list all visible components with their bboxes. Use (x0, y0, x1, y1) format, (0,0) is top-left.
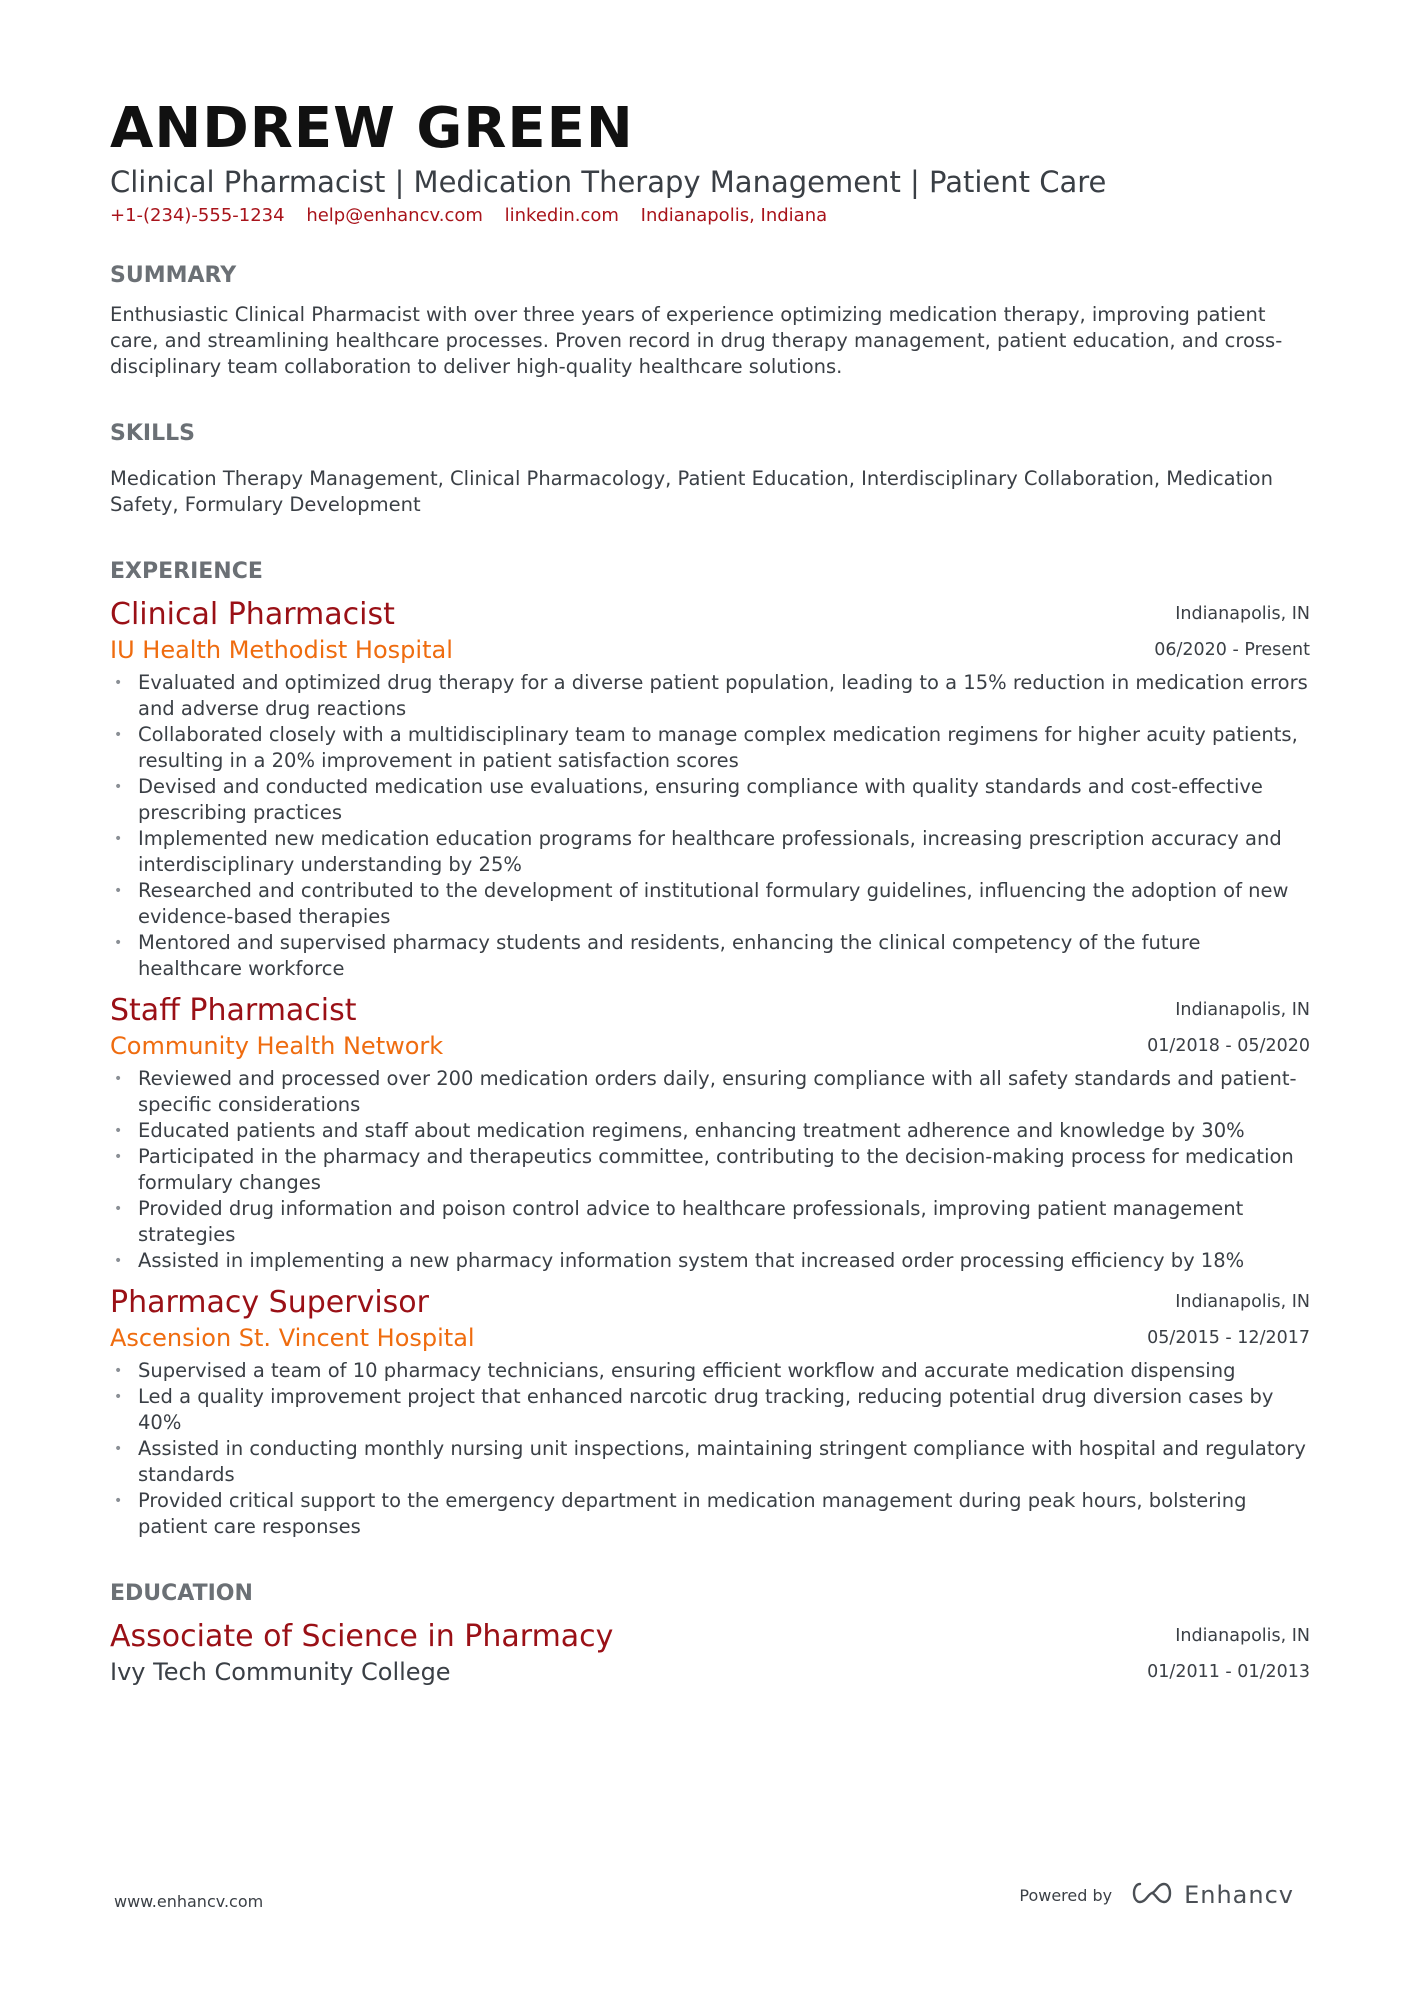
job-dates: 05/2015 - 12/2017 (1147, 1328, 1310, 1348)
job-dates: 06/2020 - Present (1154, 640, 1310, 660)
summary-text: Enthusiastic Clinical Pharmacist with over three years of experience optimizing medication therapy, improving patient care, and streamlining healthcare processes. Proven record in drug therapy management, patient education, and cross-disciplinary team collaboration to deliver high-quality healthcare solutions. (110, 303, 1283, 378)
job-title: Pharmacy Supervisor (110, 1285, 429, 1320)
degree-title: Associate of Science in Pharmacy (110, 1619, 614, 1654)
contact-info (110, 204, 1310, 228)
bullet-item: • Provided drug information and poison control advice to healthcare professionals, improving patient management strategies (110, 1196, 1310, 1248)
job-title: Clinical Pharmacist (110, 597, 395, 632)
powered-by (1019, 1880, 1294, 1910)
candidate-headline: Clinical Pharmacist | Medication Therapy Management | Patient Care (110, 165, 1107, 199)
education-entry (110, 1618, 1310, 1688)
brand-name: Enhancv (1184, 1881, 1294, 1909)
job-dates: 01/2018 - 05/2020 (1147, 1036, 1310, 1056)
resume-page (110, 96, 1310, 1688)
page-footer (114, 1880, 1294, 1920)
candidate-name: ANDREW GREEN (110, 96, 634, 161)
location-text: Indianapolis, Indiana (640, 205, 828, 226)
phone-link[interactable]: +1-(234)-555-1234 (110, 205, 285, 226)
skills-text: Medication Therapy Management, Clinical Pharmacology, Patient Education, Interdisciplinary Collaboration, Medication Safety, Formulary Development (110, 467, 1273, 516)
job-company: Community Health Network (110, 1032, 444, 1060)
bullet-item: • Participated in the pharmacy and therapeutics committee, contributing to the decision-making process for medication formulary changes (110, 1144, 1310, 1196)
bullet-item: • Supervised a team of 10 pharmacy technicians, ensuring efficient workflow and accurate medication dispensing (110, 1358, 1310, 1384)
bullet-item: • Researched and contributed to the development of institutional formulary guidelines, influencing the adoption of new evidence-based therapies (110, 878, 1310, 930)
job-bullets (110, 670, 1310, 982)
bullet-item: • Mentored and supervised pharmacy students and residents, enhancing the clinical competency of the future healthcare workforce (110, 930, 1310, 982)
bullet-item: • Evaluated and optimized drug therapy for a diverse patient population, leading to a 15% reduction in medication errors and adverse drug reactions (110, 670, 1310, 722)
resume-header (110, 96, 1310, 228)
job-company: IU Health Methodist Hospital (110, 636, 453, 664)
education-title: EDUCATION (110, 1581, 253, 1606)
bullet-item: • Assisted in conducting monthly nursing unit inspections, maintaining stringent compliance with hospital and regulatory standards (110, 1436, 1310, 1488)
education-section (110, 1580, 1310, 1688)
bullet-item: • Collaborated closely with a multidisciplinary team to manage complex medication regimens for higher acuity patients, resulting in a 20% improvement in patient satisfaction scores (110, 722, 1310, 774)
education-dates: 01/2011 - 01/2013 (1147, 1662, 1310, 1682)
experience-title: EXPERIENCE (110, 559, 263, 584)
skills-section (110, 420, 1310, 518)
experience-section (110, 558, 1310, 1540)
job-entry (110, 1284, 1310, 1540)
linkedin-link[interactable]: linkedin.com (504, 205, 619, 226)
job-location: Indianapolis, IN (1175, 604, 1310, 624)
bullet-item: • Implemented new medication education programs for healthcare professionals, increasing prescription accuracy and interdisciplinary understanding by 25% (110, 826, 1310, 878)
bullet-item: • Assisted in implementing a new pharmacy information system that increased order processing efficiency by 18% (110, 1248, 1310, 1274)
job-location: Indianapolis, IN (1175, 1000, 1310, 1020)
bullet-item: • Devised and conducted medication use evaluations, ensuring compliance with quality standards and cost-effective prescribing practices (110, 774, 1310, 826)
bullet-item: • Educated patients and staff about medication regimens, enhancing treatment adherence and knowledge by 30% (110, 1118, 1310, 1144)
summary-section (110, 262, 1310, 380)
bullet-item: • Led a quality improvement project that enhanced narcotic drug tracking, reducing potential drug diversion cases by 40% (110, 1384, 1310, 1436)
job-location: Indianapolis, IN (1175, 1292, 1310, 1312)
enhancv-logo-icon (1128, 1880, 1176, 1910)
job-bullets (110, 1066, 1310, 1274)
powered-by-label: Powered by (1019, 1885, 1113, 1905)
website-link[interactable]: www.enhancv.com (114, 1892, 264, 1911)
skills-title: SKILLS (110, 421, 195, 446)
job-entry (110, 992, 1310, 1274)
education-location: Indianapolis, IN (1175, 1626, 1310, 1646)
bullet-item: • Provided critical support to the emergency department in medication management during peak hours, bolstering patient care responses (110, 1488, 1310, 1540)
job-title: Staff Pharmacist (110, 993, 357, 1028)
school-name: Ivy Tech Community College (110, 1658, 451, 1686)
job-entry (110, 596, 1310, 982)
email-link[interactable]: help@enhancv.com (306, 205, 483, 226)
brand-logo[interactable] (1128, 1880, 1294, 1910)
summary-title: SUMMARY (110, 263, 237, 288)
bullet-item: • Reviewed and processed over 200 medication orders daily, ensuring compliance with all safety standards and patient-specific considerations (110, 1066, 1310, 1118)
job-company: Ascension St. Vincent Hospital (110, 1324, 475, 1352)
job-bullets (110, 1358, 1310, 1540)
